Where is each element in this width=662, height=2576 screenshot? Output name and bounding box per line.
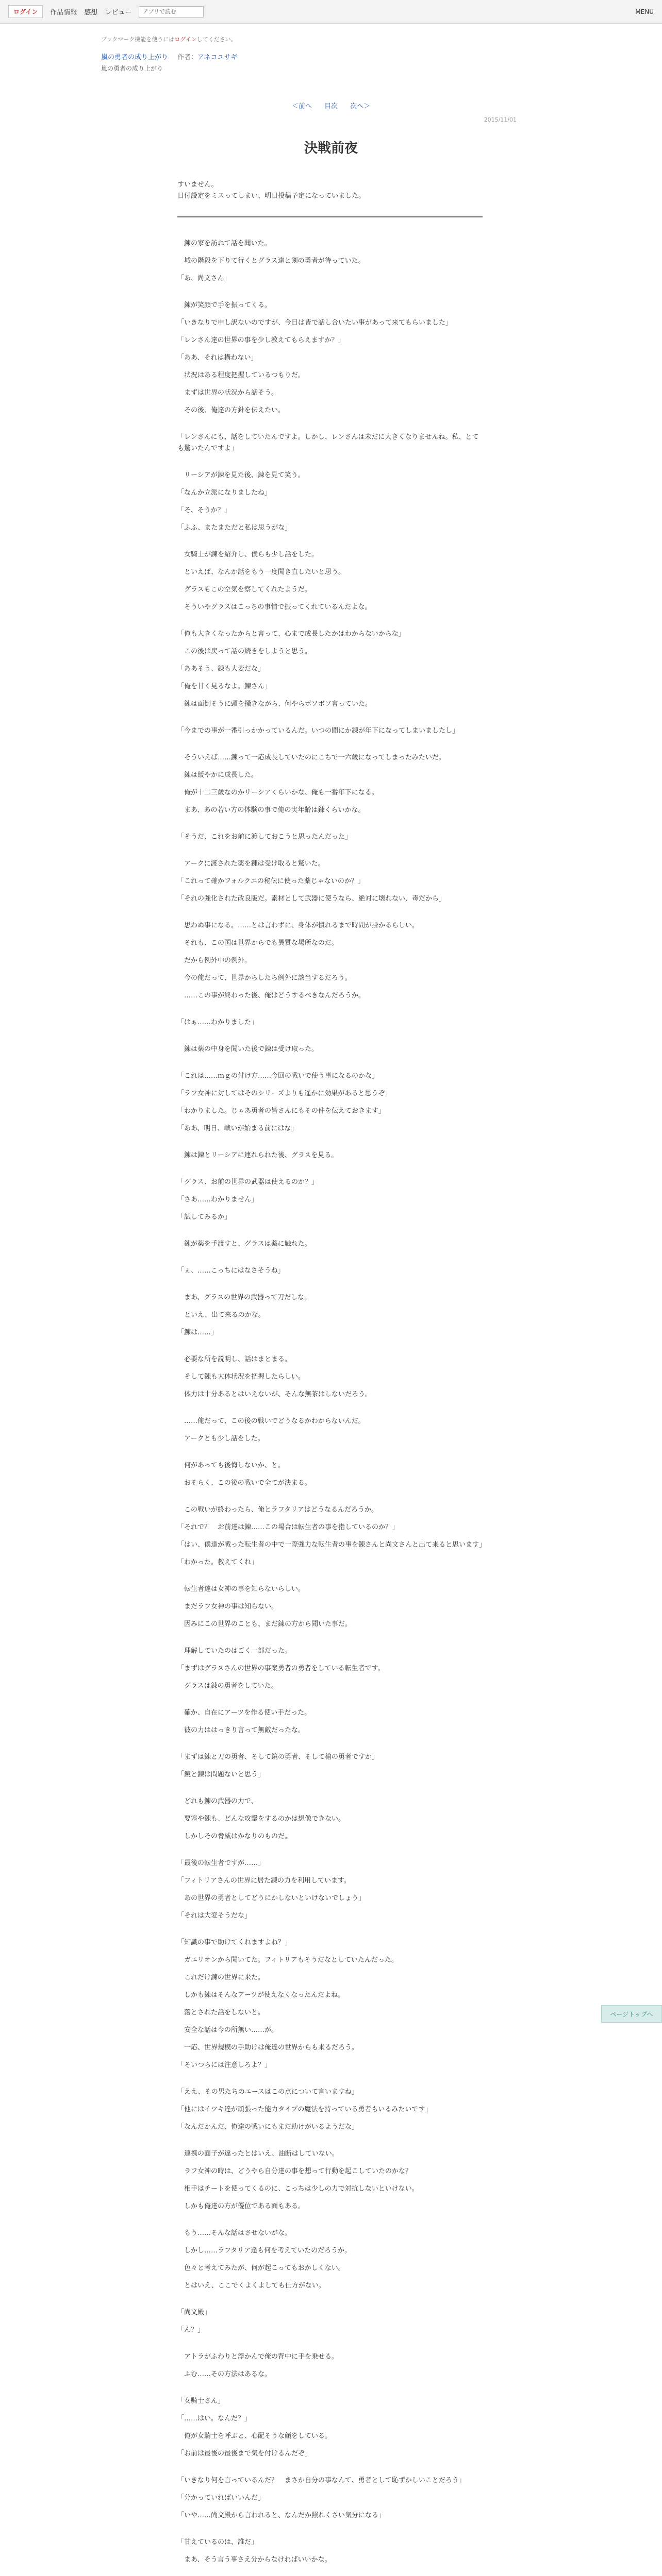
body-paragraph: 「はい、僕達が戦った転生者の中で一際強力な転生者の事を錬さんと尚文さんと出て来ると思います」: [177, 1541, 486, 1549]
series-subtitle: 嵐の勇者の成り上がり: [101, 65, 163, 72]
body-paragraph: 「分かっていればいいんだ」: [177, 2494, 265, 2502]
body-paragraph: 「そうだ、これをお前に渡しておこうと思ったんだった」: [177, 833, 352, 841]
login-button[interactable]: ログイン: [8, 5, 43, 18]
notice-suffix: してください。: [196, 36, 237, 43]
body-paragraph: 連携の面子が違ったとはいえ、油断はしていない。: [177, 2150, 339, 2158]
body-paragraph: 「ラフ女神に対してはそのシリーズよりも遥かに効果があると思うぞ」: [177, 1090, 392, 1097]
notice-login-link[interactable]: ログイン: [174, 36, 197, 43]
body-paragraph: この後は戻って話の続きをしようと思う。: [177, 648, 312, 655]
body-paragraph: 何があっても後悔しないか、と。: [177, 1462, 285, 1469]
body-paragraph: 「俺も大きくなったからと言って、心まで成長したかはわからないからな」: [177, 630, 405, 638]
body-paragraph: 「試してみるか」: [177, 1213, 231, 1221]
body-paragraph: 「そ、そうか？」: [177, 506, 231, 514]
body-paragraph: 一応、世界規模の手助けは俺達の世界からも来るだろう。: [177, 2044, 359, 2052]
body-paragraph: そういやグラスはこっちの事情で振ってくれているんだよな。: [177, 603, 372, 611]
body-paragraph: 「それで？ お前達は錬……この場合は転生者の事を指しているのか？」: [177, 1523, 399, 1531]
body-paragraph: まずは世界の状況から話そう。: [177, 389, 278, 397]
body-paragraph: 「ああそう、錬も大変だな」: [177, 665, 265, 673]
body-paragraph: この戦いが終わったら、俺とラフタリアはどうなるんだろうか。: [177, 1506, 378, 1514]
novel-content: [177, 179, 486, 2576]
preface-line: 日付設定をミスってしまい、明日投稿予定になっていました。: [177, 192, 366, 200]
body-paragraph: ラフ女神の時は、どうやら自分達の事を想って行動を起こしていたのかな？: [177, 2167, 412, 2175]
body-paragraph: 「今までの事が一番引っかかっているんだ。いつの間にか錬が年下になってしまいましたし」: [177, 727, 459, 735]
next-link[interactable]: 次へ＞: [350, 103, 371, 110]
episode-pager: [0, 100, 662, 110]
body-paragraph: ……この事が終わった後、俺はどうするべきなんだろうか。: [177, 992, 365, 999]
body-paragraph: 今の俺だって、世界からしたら例外に該当するだろう。: [177, 974, 352, 982]
body-paragraph: グラスもこの空気を察してくれたようだ。: [177, 586, 311, 594]
author-link[interactable]: アネコユサギ: [197, 54, 238, 61]
body-paragraph: 「なんだかんだ、俺達の戦いにもまだ助けがいるようだな」: [177, 2123, 359, 2131]
toc-link[interactable]: 目次: [324, 103, 338, 110]
body-paragraph: ……俺だって、この後の戦いでどうなるかわからないんだ。: [177, 1417, 365, 1425]
body-paragraph: どれも錬の武器の力で、: [177, 1798, 258, 1805]
body-paragraph: 錬は錬とリーシアに連れられた後、グラスを見る。: [177, 1151, 338, 1159]
body-paragraph: 女騎士が錬を紹介し、僕らも少し話をした。: [177, 551, 319, 558]
body-paragraph: 「これは……ｍｇの付け方……今回の戦いで使う事になるのかな」: [177, 1072, 379, 1080]
body-paragraph: ふむ……その方法はあるな。: [177, 2370, 272, 2378]
body-paragraph: 「レンさん達の世界の事を少し教えてもらえますか？」: [177, 336, 345, 344]
body-paragraph: 「ああ、それは構わない」: [177, 354, 258, 362]
body-paragraph: 安全な話は今の所無い……が。: [177, 2026, 278, 2034]
body-paragraph: 「はぁ……わかりました」: [177, 1019, 258, 1026]
body-paragraph: しかも俺達の方が優位である面もある。: [177, 2202, 305, 2210]
body-paragraph: 体力は十分あるとはいえないが、そんな無茶はしないだろう。: [177, 1391, 372, 1398]
body-paragraph: 思わぬ事になる。……とは言わずに、身体が慣れるまで時間が掛かるらしい。: [177, 922, 419, 929]
body-paragraph: 「なんか立派になりましたね」: [177, 489, 272, 497]
body-paragraph: 「甘えているのは、誰だ」: [177, 2538, 258, 2546]
menu-link[interactable]: MENU: [635, 8, 654, 15]
body-paragraph: といえば、なんか話をもう一度聞き直したいと思う。: [177, 568, 345, 576]
prev-link[interactable]: ＜前へ: [291, 103, 312, 110]
body-paragraph: 「俺を甘く見るなよ。錬さん」: [177, 683, 272, 690]
body-paragraph: 相手はチートを使ってくるのに、こっちは少しの力で対抗しないといけない。: [177, 2185, 419, 2193]
body-paragraph: 錬は面倒そうに頭を掻きながら、何やらボソボソ言っていた。: [177, 700, 372, 708]
body-paragraph: 必要な所を説明し、話はまとまる。: [177, 1355, 292, 1363]
series-breadcrumb: [0, 43, 662, 61]
body-paragraph: 「いや……尚文殿から言われると、なんだか照れくさい気分になる」: [177, 2512, 386, 2519]
body-paragraph: 「それは大変そうだな」: [177, 1912, 252, 1920]
body-paragraph: 錬が薬を手渡すと、グラスは薬に触れた。: [177, 1240, 311, 1248]
body-paragraph: 理解していたのはごく一部だった。: [177, 1647, 292, 1655]
body-paragraph: 「ん？」: [177, 2326, 205, 2334]
body-paragraph: 「ふふ、またまただと私は思うがな」: [177, 524, 292, 532]
body-paragraph: 「それの強化された改良版だ。素材として武器に使うなら、絶対に壊れない、毒だから」: [177, 895, 446, 903]
body-paragraph: 「最後の転生者ですが……」: [177, 1859, 265, 1867]
series-title-link[interactable]: 嵐の勇者の成り上がり: [101, 54, 169, 61]
body-paragraph: それも、この国は世界からでも異質な場所なのだ。: [177, 939, 338, 947]
publish-date: 2015/11/01: [484, 116, 517, 123]
body-paragraph: アトラがふわりと浮かんで俺の背中に手を乗せる。: [177, 2353, 339, 2361]
body-paragraph: 錬の家を訪ねて話を聞いた。: [177, 240, 271, 247]
body-paragraph: 要塞や錬も、どんな攻撃をするのかは想像できない。: [177, 1815, 345, 1823]
notice-prefix: ブックマーク機能を使うには: [101, 36, 175, 43]
body-paragraph: 転生者達は女神の事を知らないらしい。: [177, 1585, 305, 1593]
body-paragraph: 彼の力ははっきり言って無敵だったな。: [177, 1726, 305, 1734]
body-paragraph: 城の階段を下りて行くとグラス達と剣の勇者が待っていた。: [177, 257, 365, 265]
body-paragraph: 俺が女騎士を呼ぶと、心配そうな顔をしている。: [177, 2432, 332, 2440]
body-paragraph: 錬が笑顔で手を振ってくる。: [177, 301, 272, 309]
body-text: [177, 238, 486, 2576]
body-paragraph: 「グラス、お前の世界の武器は使えるのか？」: [177, 1178, 319, 1186]
body-paragraph: あの世界の勇者としてどうにかしないといけないでしょう」: [177, 1894, 366, 1902]
body-paragraph: まあ、あの若い方の体験の事で俺の実年齢は錬くらいかな。: [177, 806, 365, 814]
page-top-button[interactable]: ページトップへ: [601, 2005, 662, 2023]
body-paragraph: 錬は薬の中身を聞いた後で錬は受け取った。: [177, 1045, 319, 1053]
body-paragraph: 「お前は最後の最後まで気を付けるんだぞ」: [177, 2450, 312, 2458]
body-paragraph: もう……そんな話はさせないがな。: [177, 2229, 292, 2237]
body-paragraph: 「……はい。なんだ？」: [177, 2415, 252, 2422]
body-paragraph: 「まずは錬と刀の勇者、そして鏡の勇者、そして槍の勇者ですか」: [177, 1753, 379, 1761]
body-paragraph: 落とされた話をしないと。: [177, 2009, 265, 2016]
body-paragraph: リーシアが錬を見た後、錬を見て笑う。: [177, 471, 305, 479]
body-paragraph: といえ、出て来るのかな。: [177, 1311, 265, 1319]
body-paragraph: 「いきなり何を言っているんだ？ まさか自分の事なんて、勇者として恥ずかしいことだろう」: [177, 2477, 466, 2484]
body-paragraph: 「レンさんにも、話をしていたんですよ。しかし、レンさんは未だに大きくなりませんね。私、とても驚いたんですよ」: [177, 433, 479, 452]
body-paragraph: グラスは錬の勇者をしていた。: [177, 1682, 278, 1690]
body-paragraph: 「尚文殿」: [177, 2309, 211, 2316]
body-paragraph: そういえば……錬って一応成長していたのにこちで一六歳になってしまったみたいだ。: [177, 754, 445, 761]
body-paragraph: そして錬も大体状況を把握したらしい。: [177, 1373, 305, 1381]
body-paragraph: 「まずはグラスさんの世界の事案勇者の勇者をしている転生者です。: [177, 1665, 385, 1672]
body-paragraph: 「あ、尚文さん」: [177, 275, 231, 282]
body-paragraph: 「これって確かフォルクエの秘伝に使った薬じゃないのか？」: [177, 877, 365, 885]
body-paragraph: 確か、自在にアーツを作る使い手だった。: [177, 1709, 311, 1717]
preface: [177, 179, 483, 202]
nav-link-work-info[interactable]: 作品情報: [50, 9, 77, 16]
body-paragraph: アークとも少し話をした。: [177, 1435, 264, 1443]
top-nav-bar: [0, 0, 662, 24]
body-paragraph: 色々と考えてみたが、何が起こってもおかしくない。: [177, 2264, 345, 2272]
body-paragraph: だから例外中の例外。: [177, 957, 252, 964]
bookmark-notice: [0, 24, 662, 43]
body-paragraph: 「フィトリアさんの世界に居た錬の力を利用しています。: [177, 1877, 351, 1885]
episode-title: 決戦前夜: [304, 141, 358, 156]
body-paragraph: まあ、グラスの世界の武器って刀だしな。: [177, 1294, 311, 1301]
body-paragraph: 「わかった。教えてくれ」: [177, 1558, 258, 1566]
body-paragraph: アークに渡された薬を錬は受け取ると驚いた。: [177, 860, 325, 868]
body-paragraph: 因みにこの世界のことも、まだ錬の方から聞いた事だ。: [177, 1620, 352, 1628]
body-paragraph: 「女騎士さん」: [177, 2397, 225, 2405]
body-paragraph: 「錬は……」: [177, 1329, 218, 1336]
body-paragraph: 「そいつらには注意しろよ？」: [177, 2061, 272, 2069]
body-paragraph: 「ああ、明日、戦いが始まる前にはな」: [177, 1125, 298, 1132]
body-paragraph: 錬は緩やかに成長した。: [177, 771, 258, 779]
body-paragraph: その後、俺達の方針を伝えたい。: [177, 406, 285, 414]
app-read-input[interactable]: [139, 6, 204, 18]
body-paragraph: まだラフ女神の事は知らない。: [177, 1603, 278, 1611]
body-paragraph: ガエリオンから聞いてた。フィトリアもそうだなとしていたんだった。: [177, 1956, 398, 1964]
nav-link-review[interactable]: レビュー: [105, 9, 132, 16]
body-paragraph: まあ、そう言う事さえ分からなければいいかな。: [177, 2556, 332, 2564]
preface-line: すいません。: [177, 181, 218, 189]
body-paragraph: とはいえ、ここでくよくよしても仕方がない。: [177, 2282, 325, 2290]
author-label: 作者：: [177, 54, 198, 61]
body-paragraph: これだけ錬の世界に来た。: [177, 1974, 265, 1981]
body-paragraph: 状況はある程度把握しているつもりだ。: [177, 371, 305, 379]
body-paragraph: 「わかりました。じゃあ勇者の皆さんにもその件を伝えておきます」: [177, 1107, 386, 1115]
body-paragraph: 「ぇ、……こっちにはなさそうね」: [177, 1267, 285, 1275]
body-paragraph: 「いきなりで申し訳ないのですが、今日は皆で話し合いたい事があって来てもらいました」: [177, 319, 452, 327]
body-paragraph: 俺が十二三歳なのかリーシアくらいかな、俺も一番年下になる。: [177, 789, 378, 796]
body-paragraph: しかしその脅威はかなりのものだ。: [177, 1833, 292, 1840]
body-paragraph: 「鏡と錬は問題ないと思う」: [177, 1771, 265, 1778]
body-paragraph: しかも錬はそんなアーツが使えなくなったんだよね。: [177, 1991, 345, 1999]
preface-divider: [177, 216, 483, 217]
body-paragraph: 「知識の事で助けてくれますよね？」: [177, 1939, 292, 1946]
body-paragraph: 「さあ……わかりません」: [177, 1196, 258, 1204]
body-paragraph: 「他にはイツキ達が頑張った能力タイプの魔法を持っている勇者もいるみたいです」: [177, 2106, 432, 2113]
nav-link-impressions[interactable]: 感想: [84, 9, 98, 16]
body-paragraph: 「ええ、その男たちのエースはこの点について言いますね」: [177, 2088, 358, 2096]
body-paragraph: おそらく、この後の戦いで全てが決まる。: [177, 1479, 311, 1487]
body-paragraph: しかし……ラフタリア達も何を考えていたのだろうか。: [177, 2247, 352, 2255]
